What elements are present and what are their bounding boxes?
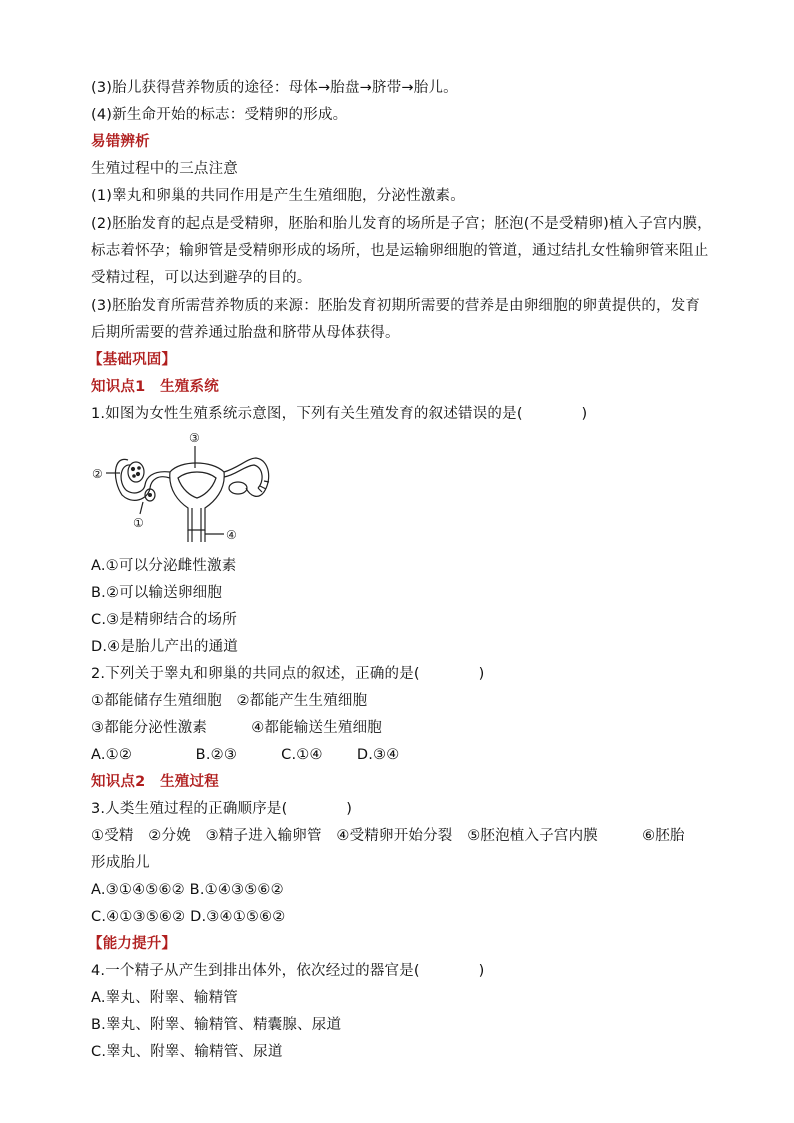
statement-line: 形成胎儿 [91,855,150,871]
question-3: 3.人类生殖过程的正确顺序是( ) [91,801,353,817]
question-1: 1.如图为女性生殖系统示意图，下列有关生殖发育的叙述错误的是( ) [91,406,588,422]
option-b: B.②可以输送卵细胞 [91,585,223,601]
text-line: 受精过程，可以达到避孕的目的。 [91,270,312,286]
option-a: A.睾丸、附睾、输精管 [91,990,238,1006]
diagram-label-2: ② [92,467,103,481]
text-line: (4)新生命开始的标志：受精卵的形成。 [91,107,348,123]
diagram-label-1: ① [133,516,144,530]
subsection-heading: 知识点1 生殖系统 [91,379,219,395]
text-line: 生殖过程中的三点注意 [91,161,238,177]
option-c: C.睾丸、附睾、输精管、尿道 [91,1044,283,1060]
question-2: 2.下列关于睾丸和卵巢的共同点的叙述，正确的是( ) [91,666,485,682]
options-line: A.③①④⑤⑥② B.①④③⑤⑥② [91,882,284,898]
statement-line: ③都能分泌性激素 ④都能输送生殖细胞 [91,720,382,736]
option-b: B.睾丸、附睾、输精管、精囊腺、尿道 [91,1017,342,1033]
question-4: 4.一个精子从产生到排出体外，依次经过的器官是( ) [91,963,485,979]
text-line: (2)胚胎发育的起点是受精卵，胚胎和胎儿发育的场所是子宫；胚泡(不是受精卵)植入子宫内膜， [91,216,712,232]
option-c: C.③是精卵结合的场所 [91,612,237,628]
statement-line: ①受精 ②分娩 ③精子进入输卵管 ④受精卵开始分裂 ⑤胚泡植入子宫内膜 ⑥胚胎 [91,828,685,844]
section-heading: 【能力提升】 [88,936,177,952]
subsection-heading: 知识点2 生殖过程 [91,774,219,790]
statement-line: ①都能储存生殖细胞 ②都能产生生殖细胞 [91,693,368,709]
diagram-label-4: ④ [226,528,237,542]
text-line: (1)睾丸和卵巢的共同作用是产生生殖细胞，分泌性激素。 [91,188,465,204]
option-d: D.④是胎儿产出的通道 [91,639,238,655]
option-a: A.①可以分泌雌性激素 [91,558,237,574]
text-line: (3)胚胎发育所需营养物质的来源：胚胎发育初期所需要的营养是由卵细胞的卵黄提供的，发育 [91,298,701,314]
text-line: 后期所需要的营养通过胎盘和脐带从母体获得。 [91,325,400,341]
options-line: C.④①③⑤⑥② D.③④①⑤⑥② [91,909,286,925]
section-heading: 易错辨析 [91,134,150,150]
diagram-label-3: ③ [189,431,200,445]
female-reproductive-system-diagram [88,430,278,548]
text-line: (3)胎儿获得营养物质的途径：母体→胎盘→脐带→胎儿。 [91,80,458,96]
text-line: 标志着怀孕；输卵管是受精卵形成的场所，也是运输卵细胞的管道，通过结扎女性输卵管来阻止 [91,243,709,259]
options-line: A.①② B.②③ C.①④ D.③④ [91,747,400,763]
section-heading: 【基础巩固】 [88,352,177,368]
